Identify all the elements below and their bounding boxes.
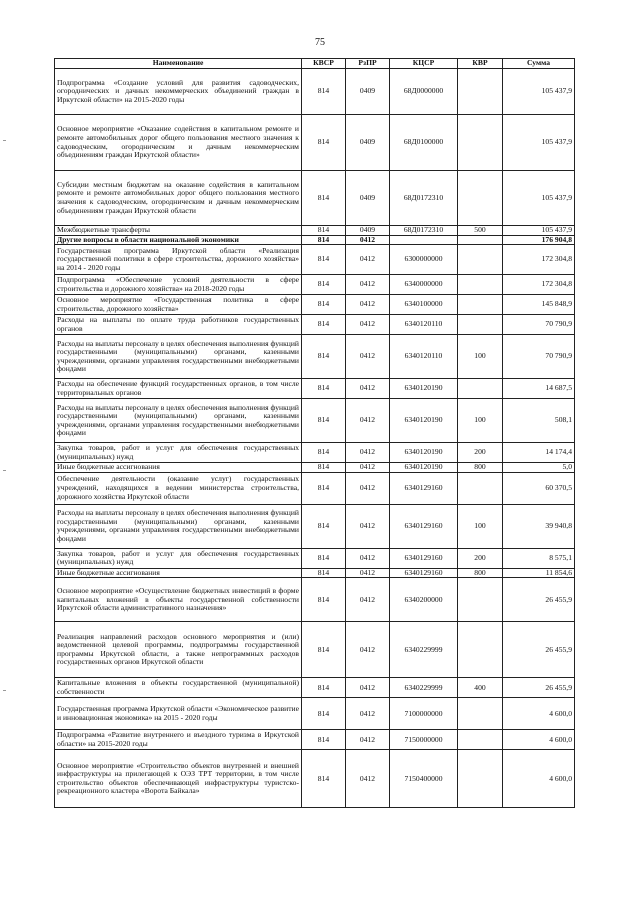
cell-name: Иные бюджетные ассигнования [55,463,302,473]
cell-rzpr: 0412 [346,245,390,275]
scan-edge-mark [3,690,6,691]
cell-kvsr: 814 [302,578,346,622]
cell-rzpr: 0412 [346,578,390,622]
cell-sum: 39 940,8 [503,504,575,548]
cell-sum: 70 790,9 [503,315,575,335]
cell-kcsr: 68Д0172310 [390,171,458,226]
cell-kcsr: 6340120190 [390,443,458,463]
cell-name: Межбюджетные трансферты [55,226,302,236]
cell-name: Подпрограмма «Создание условий для развития садоводческих, огороднических и дачных некоммерческих объединений граждан в Иркутской области» на 2015-2020 годы [55,69,302,115]
cell-rzpr: 0412 [346,730,390,750]
cell-kcsr: 68Д0100000 [390,115,458,171]
cell-kvr [458,171,503,226]
cell-kcsr: 7150400000 [390,750,458,808]
cell-kvr [458,472,503,504]
table-row [55,245,575,275]
cell-sum: 26 455,9 [503,622,575,678]
cell-rzpr: 0412 [346,750,390,808]
table-row [55,171,575,226]
table-row [55,275,575,295]
cell-kvsr: 814 [302,245,346,275]
table-row [55,69,575,115]
cell-sum: 4 600,0 [503,698,575,730]
cell-kvsr: 814 [302,730,346,750]
column-header-name: Наименование [55,59,302,69]
cell-sum: 105 437,9 [503,115,575,171]
cell-rzpr: 0412 [346,399,390,443]
cell-kvsr: 814 [302,750,346,808]
cell-kcsr: 6340229999 [390,678,458,698]
cell-kvr [458,750,503,808]
cell-rzpr: 0412 [346,443,390,463]
table-row [55,315,575,335]
table-row [55,115,575,171]
cell-name: Субсидии местным бюджетам на оказание содействия в капитальном ремонте и ремонте автомобильных дорог общего пользования местного значения к садоводческим, огородническим и дачным некоммерческим объединениям граждан Иркутской области [55,171,302,226]
cell-rzpr: 0409 [346,226,390,236]
cell-sum: 14 174,4 [503,443,575,463]
scan-edge-mark [3,470,6,471]
cell-sum: 172 304,8 [503,275,575,295]
cell-kvr [458,275,503,295]
table-row [55,504,575,548]
cell-kcsr: 6340120110 [390,315,458,335]
cell-rzpr: 0412 [346,275,390,295]
cell-rzpr: 0412 [346,504,390,548]
table-row [55,335,575,379]
table-row [55,443,575,463]
cell-rzpr: 0412 [346,678,390,698]
cell-name: Иные бюджетные ассигнования [55,568,302,578]
column-header-kvsr: КВСР [302,59,346,69]
cell-kvr [458,698,503,730]
cell-sum: 14 687,5 [503,379,575,399]
page-number: 75 [315,37,325,48]
table-row [55,698,575,730]
table-row [55,226,575,236]
cell-kvr [458,69,503,115]
cell-kvr: 500 [458,226,503,236]
cell-sum: 172 304,8 [503,245,575,275]
cell-name: Подпрограмма «Развитие внутреннего и въездного туризма в Иркутской области» на 2015-2020 годы [55,730,302,750]
budget-table [54,58,575,808]
cell-sum: 4 600,0 [503,730,575,750]
cell-kvsr: 814 [302,504,346,548]
cell-kvsr: 814 [302,463,346,473]
cell-name: Капитальные вложения в объекты государственной (муниципальной) собственности [55,678,302,698]
cell-kvr [458,730,503,750]
cell-kvsr: 814 [302,171,346,226]
cell-rzpr: 0412 [346,622,390,678]
cell-kvsr: 814 [302,548,346,568]
cell-name: Закупка товаров, работ и услуг для обеспечения государственных (муниципальных) нужд [55,548,302,568]
cell-kvr: 200 [458,548,503,568]
table-row [55,568,575,578]
cell-rzpr: 0412 [346,463,390,473]
cell-name: Расходы на выплаты персоналу в целях обеспечения выполнения функций государственными (муниципальными) органами, казенными учреждениями, органами управления государственными внебюджетными фондами [55,504,302,548]
cell-sum: 105 437,9 [503,171,575,226]
cell-rzpr: 0409 [346,115,390,171]
cell-kvsr: 814 [302,335,346,379]
cell-sum: 105 437,9 [503,69,575,115]
cell-kvsr: 814 [302,226,346,236]
cell-rzpr: 0412 [346,295,390,315]
cell-sum: 60 370,5 [503,472,575,504]
cell-kcsr: 6340129160 [390,472,458,504]
cell-kvr: 200 [458,443,503,463]
table-row [55,379,575,399]
cell-name: Государственная программа Иркутской области «Реализация государственной политики в сфере строительства, дорожного хозяйства» на 2014 - 2020 годы [55,245,302,275]
cell-sum: 145 848,9 [503,295,575,315]
cell-sum: 4 600,0 [503,750,575,808]
cell-kvr [458,295,503,315]
cell-name: Основное мероприятие «Оказание содействия в капитальном ремонте и ремонте автомобильных дорог общего пользования местного значения к садоводческим, огородническим и дачным некоммерческим объединениям граждан Иркутской области» [55,115,302,171]
table-row [55,578,575,622]
cell-name: Расходы на выплаты по оплате труда работников государственных органов [55,315,302,335]
scan-edge-mark [3,140,6,141]
cell-name: Государственная программа Иркутской области «Экономическое развитие и инновационная экономика» на 2015 - 2020 годы [55,698,302,730]
table-row [55,730,575,750]
cell-rzpr: 0409 [346,69,390,115]
cell-sum: 508,1 [503,399,575,443]
cell-kcsr: 7150000000 [390,730,458,750]
column-header-kcsr: КЦСР [390,59,458,69]
cell-kvr: 100 [458,399,503,443]
cell-kcsr: 6340129160 [390,504,458,548]
table-row [55,235,575,245]
cell-kvsr: 814 [302,399,346,443]
cell-name: Расходы на обеспечение функций государственных органов, в том числе территориальных органов [55,379,302,399]
cell-kvr [458,245,503,275]
cell-kcsr: 6300000000 [390,245,458,275]
cell-name: Реализация направлений расходов основного мероприятия и (или) ведомственной целевой программы, подпрограммы государственной программы Иркутской области, а также непрограммных расходов государственных органов Иркутской области [55,622,302,678]
cell-sum: 26 455,9 [503,678,575,698]
cell-kcsr: 6340229999 [390,622,458,678]
cell-kcsr: 6340200000 [390,578,458,622]
cell-sum: 11 854,6 [503,568,575,578]
cell-kvsr: 814 [302,568,346,578]
cell-rzpr: 0412 [346,472,390,504]
cell-kcsr: 6340000000 [390,275,458,295]
cell-kcsr: 68Д0172310 [390,226,458,236]
cell-kvsr: 814 [302,443,346,463]
column-header-kvr: КВР [458,59,503,69]
cell-sum: 105 437,9 [503,226,575,236]
cell-rzpr: 0412 [346,698,390,730]
table-row [55,472,575,504]
cell-kvsr: 814 [302,115,346,171]
cell-kcsr: 6340120110 [390,335,458,379]
cell-kcsr: 6340120190 [390,399,458,443]
cell-kvsr: 814 [302,622,346,678]
table-row [55,463,575,473]
cell-name: Основное мероприятие «Осуществление бюджетных инвестиций в форме капитальных вложений в объекты государственной собственности Иркутской области административного назначения» [55,578,302,622]
cell-sum: 70 790,9 [503,335,575,379]
cell-kvsr: 814 [302,379,346,399]
table-row [55,750,575,808]
cell-rzpr: 0412 [346,548,390,568]
cell-name: Основное мероприятие «Государственная политика в сфере строительства, дорожного хозяйства» [55,295,302,315]
cell-name: Расходы на выплаты персоналу в целях обеспечения выполнения функций государственными (муниципальными) органами, казенными учреждениями, органами управления государственными внебюджетными фондами [55,399,302,443]
cell-kvr: 800 [458,568,503,578]
cell-kvr: 100 [458,335,503,379]
cell-kcsr: 6340120190 [390,379,458,399]
table-row [55,399,575,443]
cell-name: Основное мероприятие «Строительство объектов внутренней и внешней инфраструктуры на прилегающей к ОЭЗ ТРТ территории, в том числе строительство объектов обеспечивающей инфраструктуры туристско-рекреационного кластера «Ворота Байкала» [55,750,302,808]
cell-name: Другие вопросы в области национальной экономики [55,235,302,245]
cell-kvsr: 814 [302,472,346,504]
cell-kvsr: 814 [302,275,346,295]
cell-kcsr: 6340120190 [390,463,458,473]
table-row [55,622,575,678]
cell-sum: 5,0 [503,463,575,473]
cell-kvr [458,622,503,678]
cell-kcsr: 6340100000 [390,295,458,315]
cell-rzpr: 0409 [346,171,390,226]
cell-sum: 176 904,8 [503,235,575,245]
table-header-row [55,59,575,69]
cell-rzpr: 0412 [346,379,390,399]
cell-name: Обеспечение деятельности (оказание услуг) государственных учреждений, находящихся в ведении министерства строительства, дорожного хозяйства Иркутской области [55,472,302,504]
cell-kvsr: 814 [302,698,346,730]
cell-name: Расходы на выплаты персоналу в целях обеспечения выполнения функций государственными (муниципальными) органами, казенными учреждениями, органами управления государственными внебюджетными фондами [55,335,302,379]
cell-kvr [458,235,503,245]
cell-kvr [458,379,503,399]
cell-kvsr: 814 [302,295,346,315]
cell-kcsr [390,235,458,245]
cell-kvr: 100 [458,504,503,548]
cell-kcsr: 6340129160 [390,548,458,568]
table-row [55,295,575,315]
cell-kcsr: 68Д0000000 [390,69,458,115]
cell-sum: 8 575,1 [503,548,575,568]
cell-kvr [458,115,503,171]
cell-kvsr: 814 [302,69,346,115]
cell-kvsr: 814 [302,678,346,698]
cell-kvr [458,315,503,335]
cell-kvsr: 814 [302,315,346,335]
column-header-rzpr: РзПР [346,59,390,69]
cell-kvr: 400 [458,678,503,698]
cell-rzpr: 0412 [346,335,390,379]
cell-sum: 26 455,9 [503,578,575,622]
cell-kcsr: 7100000000 [390,698,458,730]
cell-name: Закупка товаров, работ и услуг для обеспечения государственных (муниципальных) нужд [55,443,302,463]
cell-kvr [458,578,503,622]
cell-kcsr: 6340129160 [390,568,458,578]
cell-rzpr: 0412 [346,235,390,245]
cell-rzpr: 0412 [346,568,390,578]
cell-name: Подпрограмма «Обеспечение условий деятельности в сфере строительства и дорожного хозяйства» на 2018-2020 годы [55,275,302,295]
cell-rzpr: 0412 [346,315,390,335]
cell-kvr: 800 [458,463,503,473]
column-header-sum: Сумма [503,59,575,69]
table-row [55,548,575,568]
table-row [55,678,575,698]
cell-kvsr: 814 [302,235,346,245]
